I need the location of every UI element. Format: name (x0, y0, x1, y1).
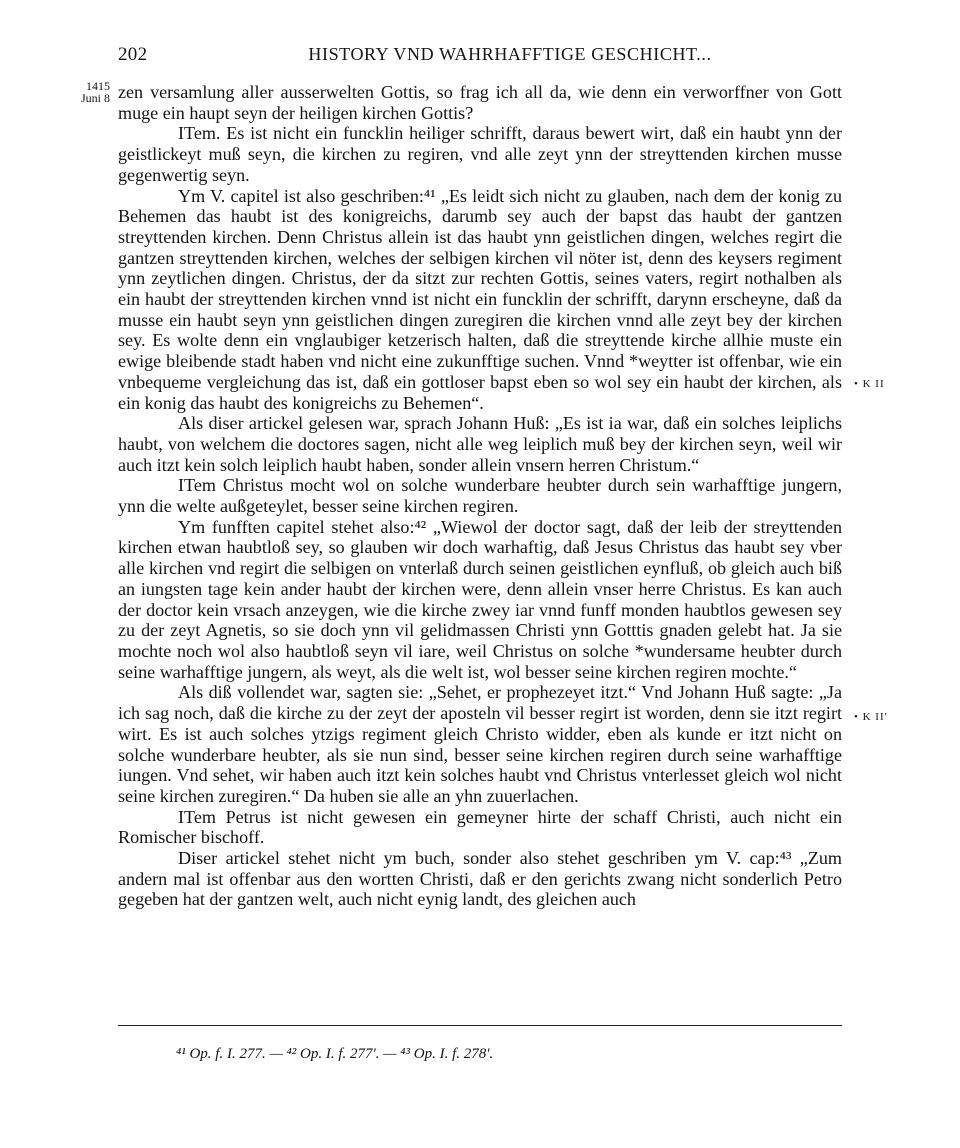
footnote-rule (118, 1025, 842, 1026)
body-text (118, 82, 842, 910)
margin-note-k2-prime: • K II' (854, 711, 888, 723)
footnotes: ⁴¹ Op. f. I. 277. — ⁴² Op. I. f. 277'. — ⁴³ Op. I. f. 278'. (176, 1046, 494, 1062)
margin-date-year: 1415 (86, 79, 110, 93)
paragraph: ITem Petrus ist nicht gewesen ein gemeyner hirte der schaff Christi, auch nicht ein Romischer bischoff. (118, 806, 842, 848)
running-head: HISTORY VND WAHRHAFFTIGE GESCHICHT... (308, 44, 712, 64)
margin-note-k2: • K II (854, 378, 885, 390)
margin-date-day: Juni 8 (80, 91, 110, 105)
paragraph: ITem. Es ist nicht ein funcklin heiliger schrifft, daraus bewert wirt, daß ein haubt ynn der geistlickeyt muß seyn, die kirchen zu regiren, vnd alle zeyt ynn der streyttenden kirchen musse gegenwertig seyn. (118, 123, 842, 185)
page-number: 202 (118, 44, 148, 65)
paragraph: Als diß vollendet war, sagten sie: „Sehet, er prophezeyet itzt.“ Vnd Johann Huß sagte: „Ja ich sag noch, daß die kirche zu der zeyt der aposteln vil besser regirt ist worden, denn sie itzt regirt wirt. Es ist auch solches ytzigs regiment gleich Christo widder, eben als kunde er itzt nicht on solche wunderbare heubter, als sie nun sind, besser seine kirchen regiren durch seine warhafftige iungen. Vnd sehet, wir haben auch itzt kein solches haubt vnd Christus vnterlesset gleich wol nicht seine kirchen zuregiren.“ Da huben sie alle an yhn zuuerlachen. (118, 682, 842, 806)
margin-date (58, 80, 110, 104)
paragraph: Ym funfften capitel stehet also:⁴² „Wiewol der doctor sagt, daß der leib der streyttenden kirchen etwan haubtloß sey, so glauben wir doch warhaftig, daß Jesus Christus das haubt sey vber alle kirchen vnd regirt die selbigen on vnterlaß durch seinen geistlichen eynfluß, ob gleich auch biß an iungsten tage kein ander haubt der kirchen were, denn allein vnser herre Christus. Es kan auch der doctor kein vrsach anzeygen, wie die kirche zwey iar vnnd funff monden haubtlos gewesen sey zu der zeyt Agnetis, so sie doch ynn vil gelidmassen Christi ynn Gotttis gnaden gelebt hat. Ja sie mochte noch wol also haubtloß seyn vil iare, weil Christus on solche *wundersame heubter durch seine warhafftige jungern, als weyt, als die welt ist, wol besser seine kirchen regiren mochte.“ (118, 516, 842, 682)
paragraph: Als diser artickel gelesen war, sprach Johann Huß: „Es ist ia war, daß ein solches leiplichs haubt, von welchem die doctores sagen, nicht alle weg leiplich muß bey der kirchen seyn, weil wir auch itzt kein solch leiplich haubt haben, sonder allein vnsern herren Christum.“ (118, 413, 842, 475)
paragraph: ITem Christus mocht wol on solche wunderbare heubter durch sein warhafftige jungern, ynn die welte außgeteylet, besser seine kirchen regiren. (118, 475, 842, 517)
paragraph: Ym V. capitel ist also geschriben:⁴¹ „Es leidt sich nicht zu glauben, nach dem der konig zu Behemen das haubt ist des konigreichs, darumb sey auch der bapst das haubt der gantzen streyttenden kirchen. Denn Christus allein ist das haubt ynn geistlichen dingen, welches regirt die gantzen streyttenden kirchen, welches der selbigen kirchen vil nöter ist, denn des keysers regiment ynn zeytlichen dingen. Christus, der da sitzt zur rechten Gottis, seines vaters, regirt nothalben als ein haubt der streyttenden kirchen vnnd ist nicht ein funcklin der schrifft, darynn erscheyne, daß da musse ein haubt seyn ynn geistlichen dingen zuregiren die kirchen vnnd alle zeyt bey der kirchen sey. Es wolte denn ein vnglaubiger ketzerisch halten, daß die streyttende kirche allhie muste ein ewige bleibende stadt haben vnd nicht eine zukunfftige suchen. Vnnd *weytter ist offenbar, wie ein vnbequeme vergleichung das ist, daß ein gottloser bapst eben so wol sey ein haubt der kirchen, als ein konig das haubt des konigreichs zu Behemen“. (118, 185, 842, 413)
paragraph: Diser artickel stehet nicht ym buch, sonder also stehet geschriben ym V. cap:⁴³ „Zum andern mal ist offenbar aus den wortten Christi, daß er den gerichts zwang nicht sonderlich Petro gegeben hat der gantzen welt, auch nicht eynig landt, des gleichen auch (118, 848, 842, 910)
paragraph: zen versamlung aller ausserwelten Gottis, so frag ich all da, wie denn ein verworffner von Gott muge ein haupt seyn der heiligen kirchen Gottis? (118, 82, 842, 123)
